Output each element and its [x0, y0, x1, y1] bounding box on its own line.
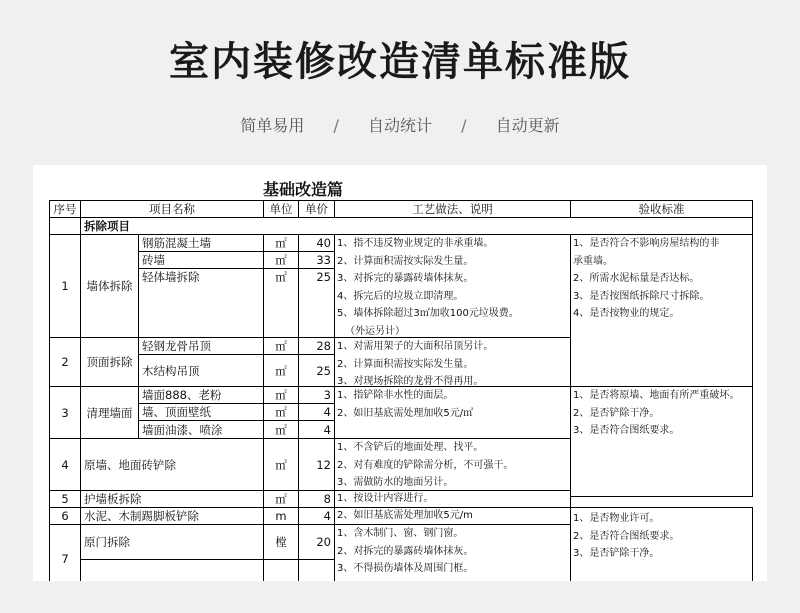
item-5-unit: ㎡ [263, 490, 299, 508]
standard-line: 2、是否符合图纸要求。 [573, 530, 680, 542]
item-5-no: 5 [49, 490, 81, 508]
item-7-price: 20 [298, 524, 335, 560]
item-3-sub-3-unit: ㎡ [263, 420, 299, 439]
item-6-name: 水泥、木制踢脚板铲除 [80, 507, 264, 525]
tag-auto-count: 自动统计 [367, 116, 432, 135]
standard-line: 1、是否将原墙、地面有所严重破坏。 [573, 390, 740, 401]
item-1-no: 1 [49, 234, 81, 338]
header-unit: 单位 [263, 200, 299, 218]
item-1-sub-1-unit: ㎡ [263, 234, 299, 252]
standard-line: 3、是否铲除干净。 [573, 548, 660, 560]
item-1-category: 墙体拆除 [80, 234, 139, 338]
header-name: 项目名称 [80, 200, 264, 218]
item-7-unit: 樘 [263, 524, 299, 560]
separator: / [461, 116, 467, 135]
group-label: 拆除项目 [80, 217, 753, 235]
item-7-method [334, 524, 571, 581]
item-3-category: 清理墙面 [80, 386, 139, 439]
items-6-7-standard [570, 507, 753, 581]
item-3-sub-1-price: 3 [298, 386, 335, 404]
item-6-method [334, 507, 571, 525]
item-1-sub-2-price: 33 [298, 251, 335, 269]
item-1-sub-1-price: 40 [298, 234, 335, 252]
item-4-price: 12 [298, 438, 335, 491]
section-title: 基础改造篇 [263, 180, 344, 199]
item-6-price: 4 [298, 507, 335, 525]
item-1-method [334, 234, 571, 338]
item-1-sub-2-unit: ㎡ [263, 251, 299, 269]
items-3-5-standard [570, 386, 753, 497]
item-2-method [334, 337, 571, 387]
item-2-no: 2 [49, 337, 81, 387]
item-4-no: 4 [49, 438, 81, 491]
standard-line: 承重墙。 [573, 255, 613, 267]
standard-line: 3、是否符合图纸要求。 [573, 425, 680, 437]
subtitle [0, 113, 800, 136]
item-7-blank-price [298, 559, 335, 581]
item-1-sub-3-name: 轻体墙拆除 [138, 268, 264, 338]
item-3-method [334, 386, 571, 439]
item-2-sub-2-name: 木结构吊顶 [138, 354, 264, 387]
standard-line: 1、是否符合不影响房屋结构的非 [573, 238, 720, 249]
method-line: 3、需做防水的地面另计。 [337, 477, 454, 489]
method-line: 2、如旧基底需处理加收5元/㎡ [337, 407, 474, 419]
standard-line: 4、是否按物业的规定。 [573, 308, 680, 320]
item-7-no: 7 [49, 524, 81, 581]
item-7-blank-name [80, 559, 264, 581]
method-line: 2、计算面积需按实际发生量。 [337, 358, 474, 370]
item-3-sub-1-name: 墙面888、老粉 [138, 386, 264, 404]
method-line: 1、指铲除非水性的面层。 [337, 390, 454, 401]
item-5-name: 护墙板拆除 [80, 490, 264, 508]
separator: / [333, 116, 339, 135]
header-method: 工艺做法、说明 [334, 200, 571, 218]
group-no-cell [49, 217, 81, 235]
item-2-sub-1-unit: ㎡ [263, 337, 299, 355]
standard-line: 3、是否按图纸拆除尺寸拆除。 [573, 290, 710, 302]
method-line: 1、不含铲后的地面处理、找平。 [337, 442, 484, 453]
method-line: 1、含木制门、窗、钢门窗。 [337, 528, 464, 539]
item-1-sub-1-name: 钢筋混凝土墙 [138, 234, 264, 252]
method-line: 3、对拆完的暴露砖墙体抹灰。 [337, 273, 474, 285]
item-4-unit: ㎡ [263, 438, 299, 491]
standard-line: 1、是否物业许可。 [573, 513, 660, 524]
item-3-sub-3-price: 4 [298, 420, 335, 439]
item-7-name: 原门拆除 [80, 524, 264, 560]
item-3-sub-3-name: 墙面油漆、喷涂 [138, 420, 264, 439]
header-price: 单价 [298, 200, 335, 218]
spreadsheet [33, 165, 767, 581]
method-line: 3、不得损伤墙体及周围门框。 [337, 563, 474, 575]
item-1-sub-3-unit: ㎡ [263, 268, 299, 338]
method-line: 2、计算面积需按实际发生量。 [337, 255, 474, 267]
items-1-2-standard [570, 234, 753, 387]
item-2-sub-2-unit: ㎡ [263, 354, 299, 387]
header-standard: 验收标准 [570, 200, 753, 218]
item-4-name: 原墙、地面砖铲除 [80, 438, 264, 491]
item-3-sub-2-name: 墙、顶面壁纸 [138, 403, 264, 421]
method-line: 2、对有难度的铲除需分析，不可强干。 [337, 459, 514, 471]
method-line: （外运另计） [345, 325, 405, 337]
item-6-unit: m [263, 507, 299, 525]
item-1-sub-3-price: 25 [298, 268, 335, 338]
item-5-price: 8 [298, 490, 335, 508]
method-line: 1、指不违反物业规定的非承重墙。 [337, 238, 494, 249]
item-3-sub-1-unit: ㎡ [263, 386, 299, 404]
tag-easy: 简单易用 [240, 116, 305, 135]
item-6-no: 6 [49, 507, 81, 525]
page-title: 室内装修改造清单标准版 [169, 39, 631, 85]
method-line: 5、墙体拆除超过3㎡加收100元垃圾费。 [337, 308, 519, 320]
item-3-sub-2-unit: ㎡ [263, 403, 299, 421]
method-line: 2、如旧基底需处理加收5元/m [337, 510, 473, 522]
method-line: 1、按设计内容进行。 [337, 493, 434, 505]
item-2-sub-2-price: 25 [298, 354, 335, 387]
item-2-category: 顶面拆除 [80, 337, 139, 387]
item-3-no: 3 [49, 386, 81, 439]
standard-line: 2、所需水泥标量是否达标。 [573, 273, 700, 285]
tag-auto-update: 自动更新 [495, 116, 560, 135]
method-line: 1、对需用架子的大面积吊顶另计。 [337, 341, 494, 352]
standard-line: 2、是否铲除干净。 [573, 407, 660, 419]
item-2-sub-1-name: 轻钢龙骨吊顶 [138, 337, 264, 355]
item-7-blank-unit [263, 559, 299, 581]
item-3-sub-2-price: 4 [298, 403, 335, 421]
item-2-sub-1-price: 28 [298, 337, 335, 355]
header-no: 序号 [49, 200, 81, 218]
method-line: 3、对现场拆除的龙骨不得再用。 [337, 376, 484, 387]
item-4-method [334, 438, 571, 491]
item-5-method [334, 490, 571, 508]
method-line: 4、拆完后的垃圾立即清理。 [337, 290, 464, 302]
item-1-sub-2-name: 砖墙 [138, 251, 264, 269]
method-line: 2、对拆完的暴露砖墙体抹灰。 [337, 545, 474, 557]
